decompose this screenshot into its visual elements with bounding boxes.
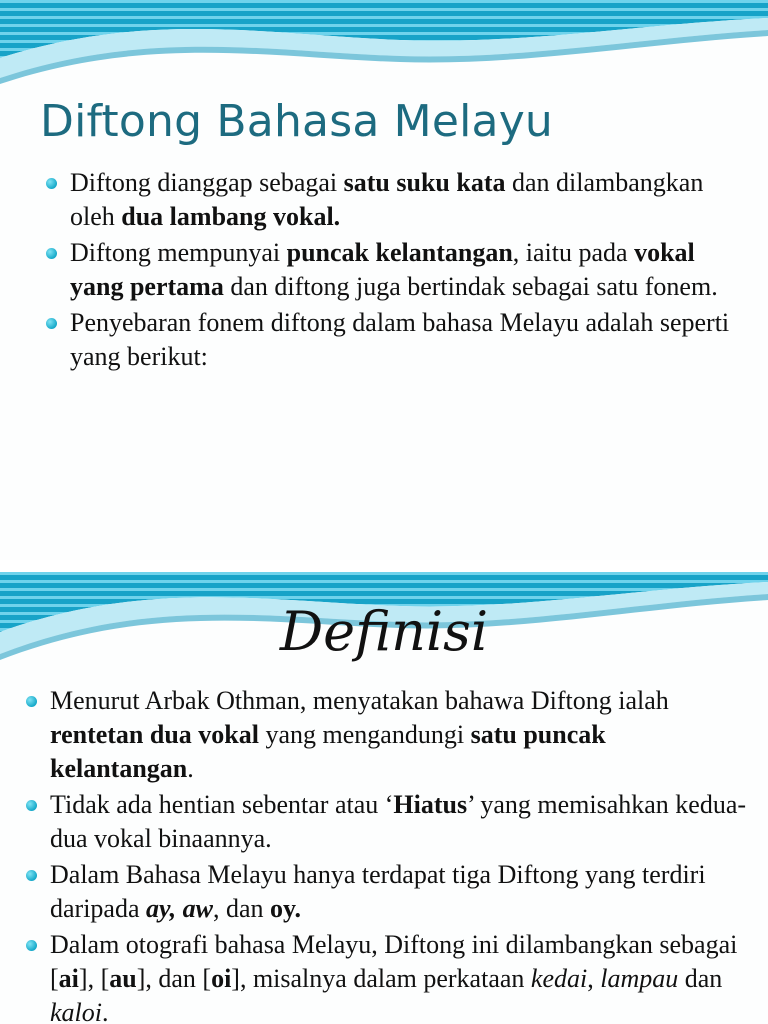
list-item: Menurut Arbak Othman, menyatakan bahawa Diftong ialah rentetan dua vokal yang mengandungi satu puncak kelantangan.	[24, 684, 754, 786]
slide-title: Definisi	[279, 600, 489, 663]
wave-header-decoration	[0, 0, 768, 110]
bullet-list	[44, 166, 744, 376]
bullet-dot-icon	[26, 940, 37, 951]
slide-2	[0, 572, 768, 1024]
bullet-dot-icon	[26, 800, 37, 811]
bullet-dot-icon	[46, 318, 57, 329]
list-item: Dalam Bahasa Melayu hanya terdapat tiga Diftong yang terdiri daripada ay, aw, dan oy.	[24, 858, 754, 926]
list-item: Penyebaran fonem diftong dalam bahasa Melayu adalah seperti yang berikut:	[44, 306, 744, 374]
list-item: Diftong mempunyai puncak kelantangan, iaitu pada vokal yang pertama dan diftong juga bertindak sebagai satu fonem.	[44, 236, 744, 304]
bullet-dot-icon	[46, 178, 57, 189]
list-item: Dalam otografi bahasa Melayu, Diftong ini dilambangkan sebagai [ai], [au], dan [oi], misalnya dalam perkataan kedai, lampau dan kaloi.	[24, 928, 754, 1024]
slide-title: Diftong Bahasa Melayu	[40, 96, 554, 147]
list-item: Diftong dianggap sebagai satu suku kata dan dilambangkan oleh dua lambang vokal.	[44, 166, 744, 234]
bullet-dot-icon	[26, 870, 37, 881]
list-item: Tidak ada hentian sebentar atau ‘Hiatus’ yang memisahkan kedua-dua vokal binaannya.	[24, 788, 754, 856]
bullet-dot-icon	[26, 696, 37, 707]
bullet-list	[24, 684, 754, 1024]
bullet-dot-icon	[46, 248, 57, 259]
